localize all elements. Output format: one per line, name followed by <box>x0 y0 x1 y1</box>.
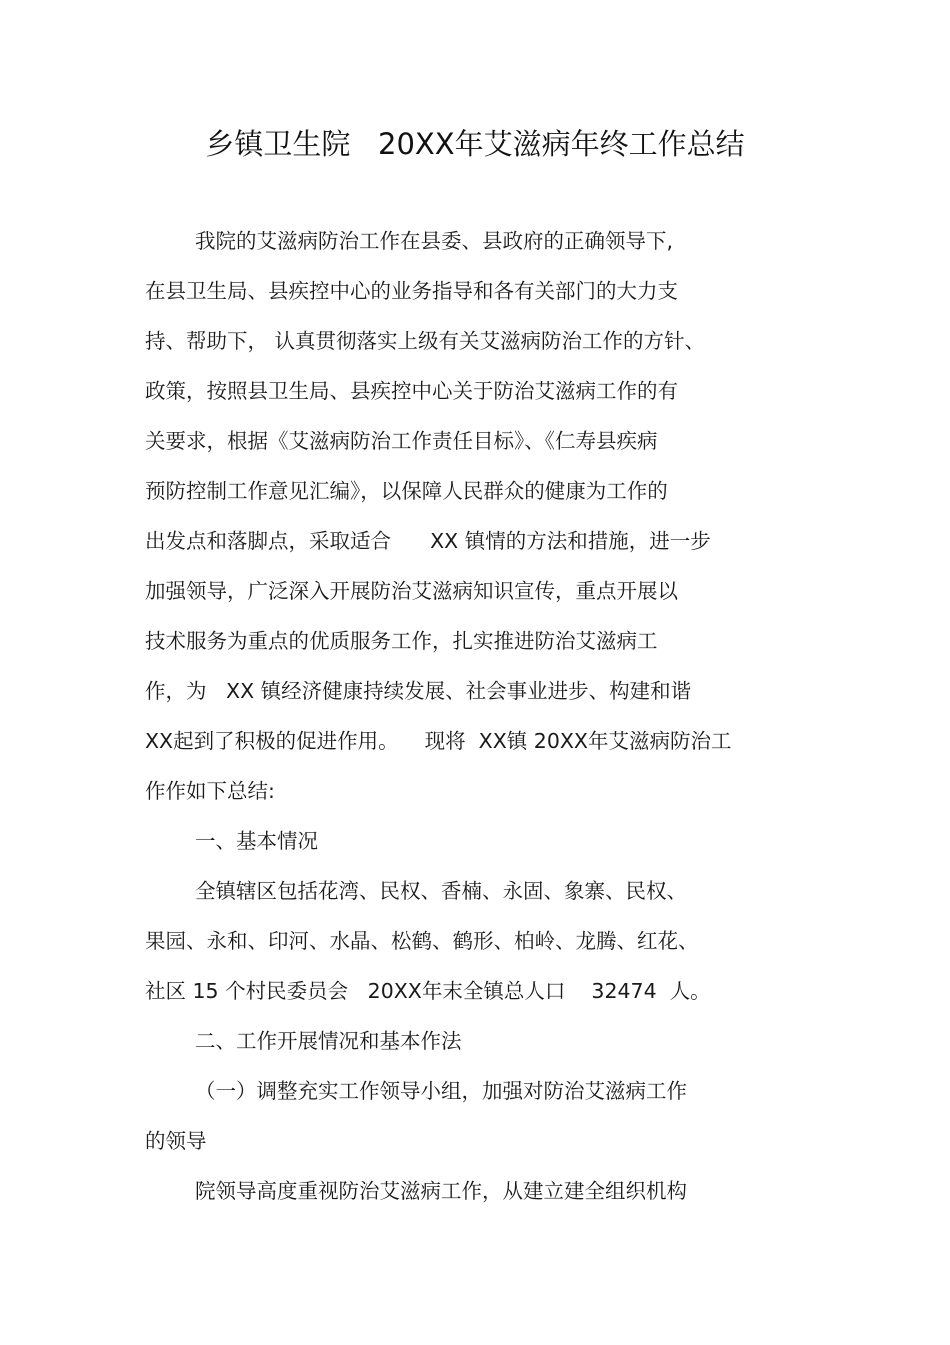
paragraph-line-11: XX起到了积极的促进作用。 现将 XX镇 20XX年艾滋病防治工 <box>145 729 732 753</box>
section-heading-work: 二、工作开展情况和基本作法 <box>195 1029 462 1053</box>
paragraph-line-1: 我院的艾滋病防治工作在县委、县政府的正确领导下, <box>195 229 674 253</box>
paragraph-line-10: 作，为 XX 镇经济健康持续发展、社会事业进步、构建和谐 <box>145 679 692 703</box>
paragraph-line-6: 预防控制工作意见汇编》，以保障人民群众的健康为工作的 <box>145 479 668 503</box>
document-title: 乡镇卫生院 20XX年艾滋病年终工作总结 <box>205 127 745 161</box>
paragraph-line-2: 在县卫生局、县疾控中心的业务指导和各有关部门的大力支 <box>145 279 678 303</box>
paragraph-line-8: 加强领导，广泛深入开展防治艾滋病知识宣传，重点开展以 <box>145 579 678 603</box>
subsection-heading-1-cont: 的领导 <box>145 1129 207 1153</box>
paragraph-line-16: 院领导高度重视防治艾滋病工作，从建立建全组织机构 <box>195 1179 687 1203</box>
subsection-heading-1: （一）调整充实工作领导小组，加强对防治艾滋病工作 <box>195 1079 687 1103</box>
paragraph-line-12: 作作如下总结: <box>145 779 275 803</box>
paragraph-line-3: 持、帮助下， 认真贯彻落实上级有关艾滋病防治工作的方针、 <box>145 329 706 353</box>
paragraph-line-13: 全镇辖区包括花湾、民权、香楠、永固、象寨、民权、 <box>195 879 687 903</box>
section-heading-basic: 一、基本情况 <box>195 829 318 853</box>
paragraph-line-15: 社区 15 个村民委员会 20XX年末全镇总人口 32474 人。 <box>145 979 711 1003</box>
paragraph-line-5: 关要求，根据《艾滋病防治工作责任目标》、《仁寿县疾病 <box>145 429 658 453</box>
paragraph-line-7: 出发点和落脚点，采取适合 XX 镇情的方法和措施，进一步 <box>145 529 711 553</box>
paragraph-line-4: 政策，按照县卫生局、县疾控中心关于防治艾滋病工作的有 <box>145 379 678 403</box>
paragraph-line-9: 技术服务为重点的优质服务工作，扎实推进防治艾滋病工 <box>145 629 658 653</box>
paragraph-line-14: 果园、永和、印河、水晶、松鹤、鹤形、柏岭、龙腾、红花、 <box>145 929 699 953</box>
